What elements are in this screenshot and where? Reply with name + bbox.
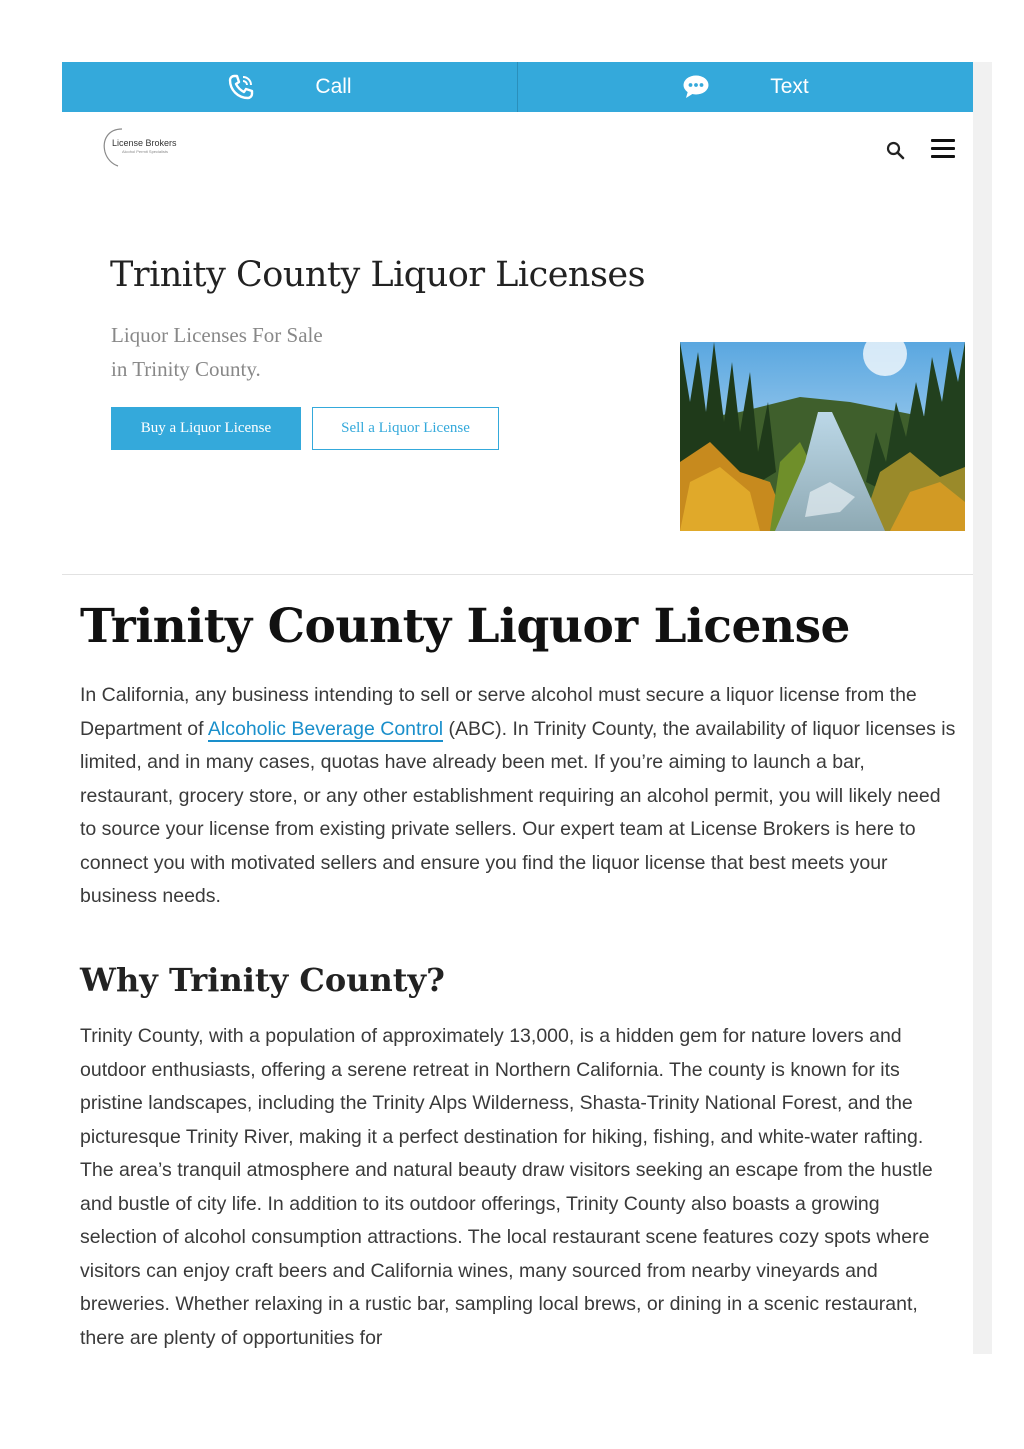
- search-button[interactable]: [885, 140, 907, 162]
- article-title: Trinity County Liquor License: [80, 599, 850, 654]
- section-title-why-trinity: Why Trinity County?: [80, 961, 445, 999]
- section-divider: [62, 574, 973, 575]
- phone-icon: [227, 73, 255, 101]
- sell-license-button[interactable]: Sell a Liquor License: [312, 407, 499, 450]
- logo-subtext: Alcohol Permit Specialists: [122, 149, 169, 154]
- why-trinity-paragraph: Trinity County, with a population of approximately 13,000, is a hidden gem for nature lovers and outdoor enthusiasts, offering a serene retreat in Northern California. The county is known for its pristine landscapes, including the Trinity Alps Wilderness, Shasta-Trinity National Forest, and the picturesque Trinity River, making it a perfect destination for hiking, fishing, and white-water rafting. The area’s tranquil atmosphere and natural beauty draw visitors seeking an escape from the hustle and bustle of city life. In addition to its outdoor offerings, Trinity County also boasts a growing selection of alcohol consumption attractions. The local restaurant scene features cozy spots where visitors can enjoy craft beers and California wines, many sourced from nearby vineyards and breweries. Whether relaxing in a rustic bar, sampling local brews, or dining in a scenic restaurant, there are plenty of opportunities for: [80, 1025, 933, 1349]
- hero-subtitle: [111, 318, 323, 386]
- hero-subtitle-line2: in Trinity County.: [111, 357, 261, 381]
- call-button[interactable]: [62, 62, 517, 112]
- abc-link[interactable]: Alcoholic Beverage Control: [207, 717, 444, 740]
- contact-bar: [62, 62, 973, 112]
- site-logo[interactable]: [100, 126, 180, 168]
- search-icon: [885, 140, 907, 162]
- hero-image-trinity-river: [680, 342, 965, 531]
- intro-paragraph: [80, 679, 960, 914]
- logo-text: License Brokers: [112, 138, 177, 148]
- scrollbar-track[interactable]: [973, 62, 992, 1354]
- site-header: [62, 112, 973, 182]
- buy-license-button[interactable]: Buy a Liquor License: [111, 407, 301, 450]
- intro-text-after: (ABC). In Trinity County, the availability of liquor licenses is limited, and in many cases, quotas have already been met. If you’re aiming to launch a bar, restaurant, grocery store, or any other establishment requiring an alcohol permit, you will likely need to source your license from existing private sellers. Our expert team at License Brokers is here to connect you with motivated sellers and ensure you find the liquor license that best meets your business needs.: [80, 717, 956, 907]
- hamburger-menu-icon[interactable]: [931, 139, 955, 161]
- intro-text-before: In California, any business intending to sell or serve alcohol must secure a liquor license from the Department of: [80, 684, 917, 740]
- chat-bubble-icon: [682, 74, 710, 100]
- page-frame: [62, 62, 973, 1354]
- call-label: Call: [315, 75, 352, 98]
- hero-title: Trinity County Liquor Licenses: [110, 255, 646, 295]
- text-button[interactable]: [517, 62, 973, 112]
- text-label: Text: [770, 75, 809, 98]
- hero-subtitle-line1: Liquor Licenses For Sale: [111, 323, 323, 347]
